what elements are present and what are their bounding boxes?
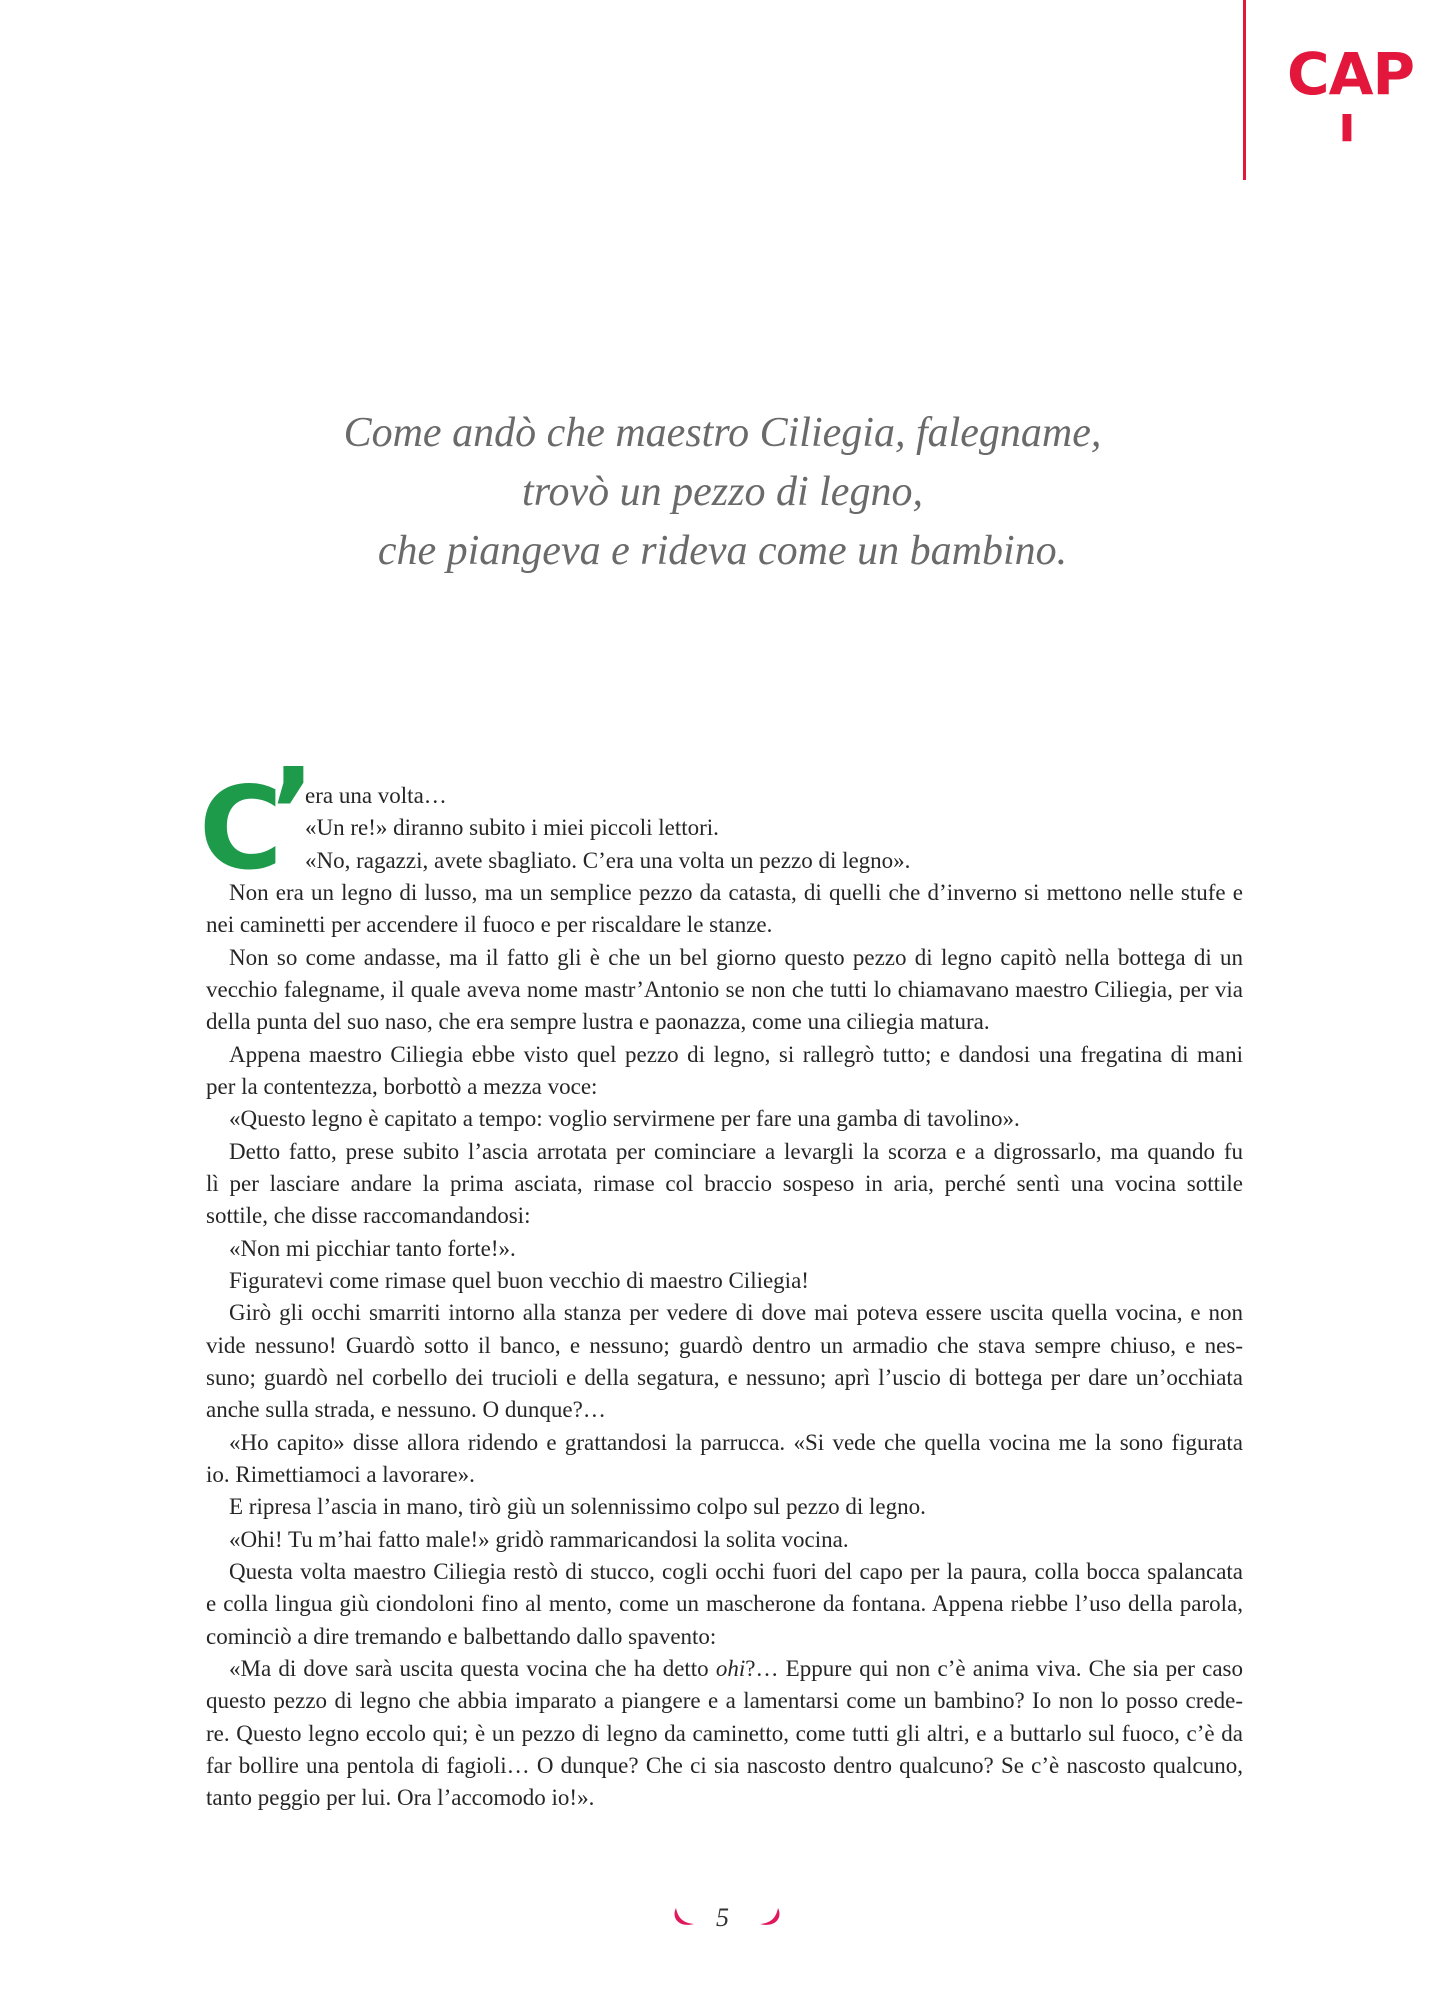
body-line: sottile, che disse raccomandandosi: xyxy=(206,1203,531,1229)
body-line-text: ?… Eppure qui non c’è anima viva. Che sia per caso xyxy=(745,1655,1243,1681)
chapter-title xyxy=(0,404,1445,581)
body-line: tanto peggio per lui. Ora l’accomodo io!». xyxy=(206,1785,595,1811)
chapter-body xyxy=(206,780,1243,1815)
body-line: «Ho capito» disse allora ridendo e grattandosi la parrucca. «Si vede che quella vocina me la sono figurata xyxy=(229,1429,1243,1455)
body-line: era una volta… xyxy=(305,783,447,808)
body-line: «Ohi! Tu m’hai fatto male!» gridò rammaricandosi la solita vocina. xyxy=(229,1526,849,1552)
chapter-title-line: Come andò che maestro Ciliegia, falegname, xyxy=(343,410,1102,456)
body-line: anche sulla strada, e nessuno. O dunque?… xyxy=(206,1397,606,1423)
body-line: re. Questo legno eccolo qui; è un pezzo di legno da caminetto, come tutti gli altri, e a buttarlo sul fuoco, c’è da xyxy=(206,1720,1243,1746)
crescent-right-icon xyxy=(758,1906,783,1928)
italic-word: ohi xyxy=(715,1655,746,1681)
body-line: Appena maestro Ciliegia ebbe visto quel pezzo di legno, si rallegrò tutto; e dandosi una fregatina di mani xyxy=(229,1041,1243,1067)
body-line: «No, ragazzi, avete sbagliato. C’era una volta un pezzo di legno». xyxy=(305,847,911,873)
page-number: 5 xyxy=(716,1903,729,1932)
body-line: «Non mi picchiar tanto forte!». xyxy=(229,1235,516,1261)
body-line: suno; guardò nel corbello dei trucioli e della segatura, e nessuno; aprì l’uscio di bottega per dare un’occhiata xyxy=(206,1364,1243,1390)
body-line-text: «Ma di dove sarà uscita questa vocina che ha detto xyxy=(229,1655,716,1681)
chapter-title-line: che piangeva e rideva come un bambino. xyxy=(377,528,1068,574)
body-line: cominciò a dire tremando e balbettando dallo spavento: xyxy=(206,1623,717,1649)
chapter-number: I xyxy=(1340,109,1354,149)
drop-cap-letter: C xyxy=(199,762,283,895)
body-line: vecchio falegname, il quale aveva nome mastr’Antonio se non che tutti lo chiamavano maestro Ciliegia, per via xyxy=(206,976,1243,1002)
body-line: io. Rimettiamoci a lavorare». xyxy=(206,1461,475,1487)
body-line: per la contentezza, borbottò a mezza voce: xyxy=(206,1073,598,1099)
body-line: lì per lasciare andare la prima asciata, rimase col braccio sospeso in aria, perché sentì una vocina sottile xyxy=(206,1170,1243,1196)
chapter-rule xyxy=(1243,0,1246,180)
body-line: Questa volta maestro Ciliegia restò di stucco, cogli occhi fuori del capo per la paura, colla bocca spalancata xyxy=(229,1558,1243,1584)
drop-cap-apostrophe: ’ xyxy=(270,744,316,883)
body-line xyxy=(206,1653,1243,1685)
body-line: Detto fatto, prese subito l’ascia arrotata per cominciare a levargli la scorza e a digrossarlo, ma quando fu xyxy=(229,1138,1243,1164)
body-line: Non era un legno di lusso, ma un semplice pezzo da catasta, di quelli che d’inverno si mettono nelle stufe e xyxy=(229,879,1243,905)
body-line: «Un re!» diranno subito i miei piccoli lettori. xyxy=(305,815,719,841)
chapter-label: CAP xyxy=(1287,40,1414,108)
body-line: della punta del suo naso, che era sempre lustra e paonazza, come una ciliegia matura. xyxy=(206,1009,990,1035)
body-line: Non so come andasse, ma il fatto gli è che un bel giorno questo pezzo di legno capitò nella bottega di un xyxy=(229,944,1243,970)
body-line: «Questo legno è capitato a tempo: voglio servirmene per fare una gamba di tavolino». xyxy=(229,1106,1020,1132)
body-line: Figuratevi come rimase quel buon vecchio di maestro Ciliegia! xyxy=(229,1267,809,1293)
body-line: far bollire una pentola di fagioli… O dunque? Che ci sia nascosto dentro qualcuno? Se c’è nascosto qualcuno, xyxy=(206,1752,1243,1778)
body-line: nei caminetti per accendere il fuoco e per riscaldare le stanze. xyxy=(206,912,773,938)
body-line: Girò gli occhi smarriti intorno alla stanza per vedere di dove mai poteva essere uscita quella vocina, e non xyxy=(229,1300,1243,1326)
body-line: vide nessuno! Guardò sotto il banco, e nessuno; guardò dentro un armadio che stava sempre chiuso, e nes- xyxy=(206,1332,1243,1358)
body-line: E ripresa l’ascia in mano, tirò giù un solennissimo colpo sul pezzo di legno. xyxy=(229,1494,926,1520)
body-line: questo pezzo di legno che abbia imparato a piangere e a lamentarsi come un bambino? Io non lo posso crede- xyxy=(206,1688,1243,1714)
body-line: e colla lingua giù ciondoloni fino al mento, come un mascherone da fontana. Appena riebbe l’uso della parola, xyxy=(206,1591,1243,1617)
chapter-title-line: trovò un pezzo di legno, xyxy=(522,469,923,515)
